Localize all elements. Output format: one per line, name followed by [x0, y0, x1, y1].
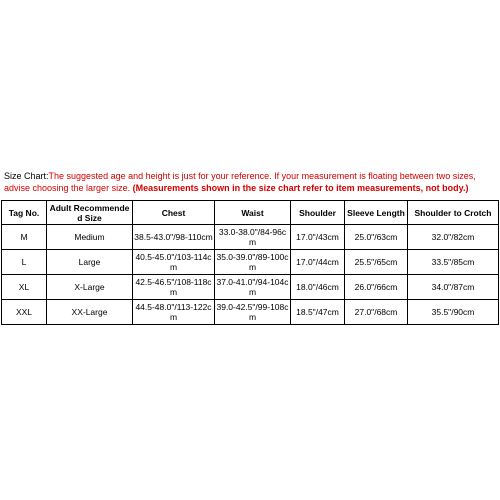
header-sleeve-length: Sleeve Length [345, 201, 408, 225]
table-header-row [2, 201, 499, 225]
cell-waist: 33.0-38.0"/84-96cm [215, 225, 291, 250]
size-chart-note [4, 170, 496, 194]
size-chart-section [0, 170, 500, 322]
header-waist: Waist [215, 201, 291, 225]
cell-recommended-size: Medium [47, 225, 133, 250]
cell-shoulder: 17.0"/44cm [291, 250, 345, 275]
cell-recommended-size: X-Large [47, 275, 133, 300]
cell-waist: 39.0-42.5"/99-108cm [215, 300, 291, 325]
size-chart-label: Size Chart: [4, 171, 49, 181]
cell-shoulder-to-crotch: 33.5"/85cm [408, 250, 499, 275]
cell-waist: 37.0-41.0"/94-104cm [215, 275, 291, 300]
size-advice-text: The suggested age and height is just for your reference. If your measurement is floating between two sizes, advise choosing the larger size. [4, 171, 476, 193]
cell-tag-no: M [2, 225, 47, 250]
cell-sleeve-length: 25.0"/63cm [345, 225, 408, 250]
cell-sleeve-length: 26.0"/66cm [345, 275, 408, 300]
cell-recommended-size: Large [47, 250, 133, 275]
cell-shoulder: 18.5"/47cm [291, 300, 345, 325]
table-row [2, 225, 499, 250]
cell-chest: 38.5-43.0"/98-110cm [133, 225, 215, 250]
measurement-disclaimer: (Measurements shown in the size chart refer to item measurements, not body.) [132, 183, 469, 193]
cell-chest: 42.5-46.5"/108-118cm [133, 275, 215, 300]
cell-shoulder: 17.0"/43cm [291, 225, 345, 250]
cell-sleeve-length: 25.5"/65cm [345, 250, 408, 275]
cell-sleeve-length: 27.0"/68cm [345, 300, 408, 325]
cell-tag-no: XXL [2, 300, 47, 325]
table-row [2, 300, 499, 325]
cell-tag-no: L [2, 250, 47, 275]
cell-shoulder: 18.0"/46cm [291, 275, 345, 300]
cell-shoulder-to-crotch: 32.0"/82cm [408, 225, 499, 250]
cell-shoulder-to-crotch: 35.5"/90cm [408, 300, 499, 325]
header-shoulder: Shoulder [291, 201, 345, 225]
cell-chest: 44.5-48.0"/113-122cm [133, 300, 215, 325]
header-tag-no: Tag No. [2, 201, 47, 225]
cell-recommended-size: XX-Large [47, 300, 133, 325]
table-row [2, 275, 499, 300]
cell-shoulder-to-crotch: 34.0"/87cm [408, 275, 499, 300]
cell-tag-no: XL [2, 275, 47, 300]
header-shoulder-to-crotch: Shoulder to Crotch [408, 201, 499, 225]
cell-chest: 40.5-45.0"/103-114cm [133, 250, 215, 275]
header-chest: Chest [133, 201, 215, 225]
cell-waist: 35.0-39.0"/89-100cm [215, 250, 291, 275]
size-chart-table [1, 200, 499, 325]
header-recommended-size: Adult Recommended Size [47, 201, 133, 225]
table-row [2, 250, 499, 275]
